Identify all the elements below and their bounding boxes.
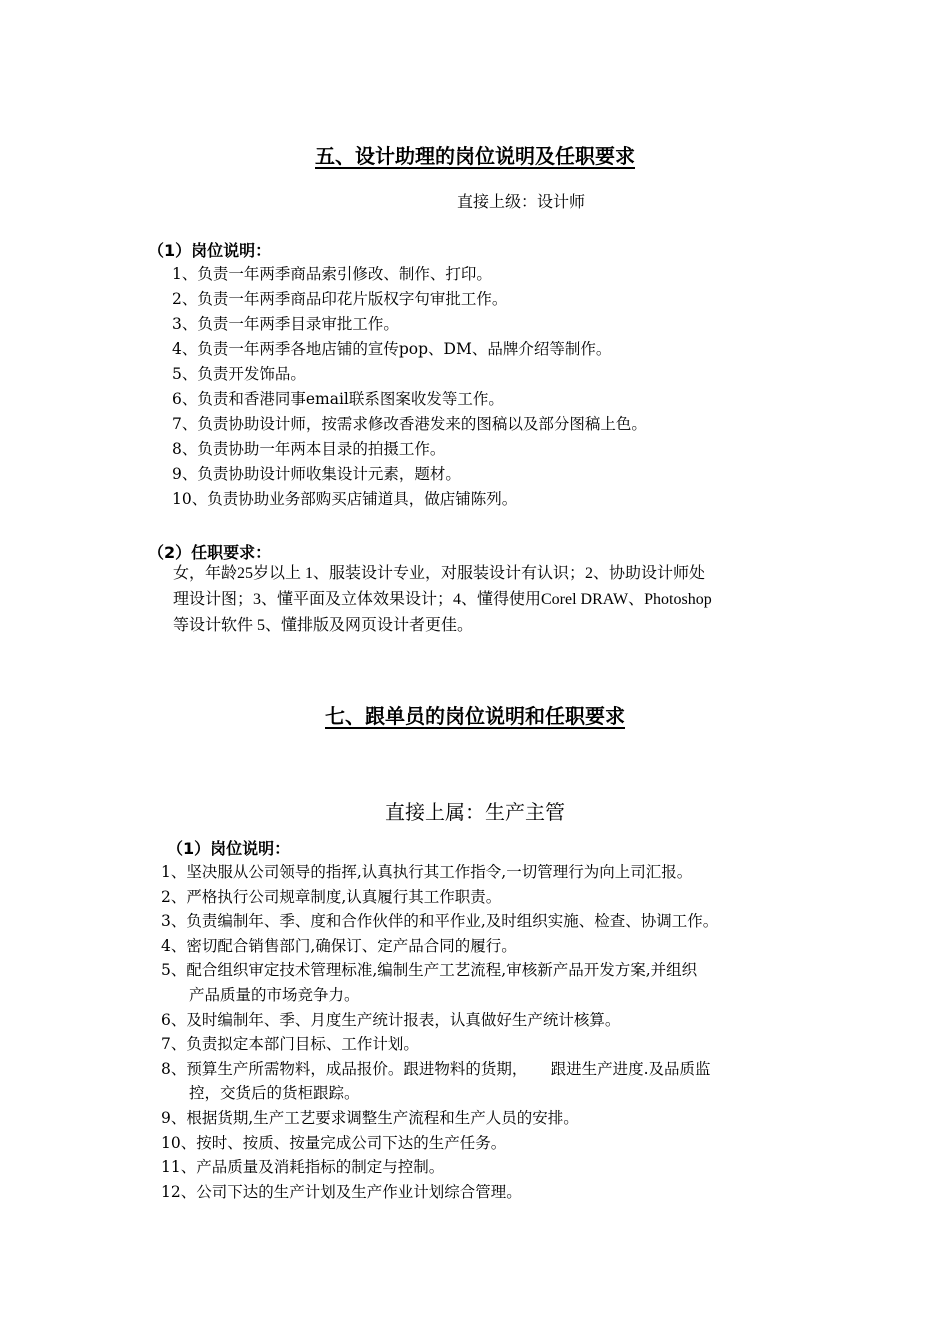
- section7-duties-list: [161, 860, 861, 1204]
- list-item: 9、负责协助设计师收集设计元素，题材。: [172, 465, 461, 483]
- list-item-text: 10、按时、按质、按量完成公司下达的生产任务。: [161, 1133, 507, 1152]
- list-item-text: 4、密切配合销售部门,确保订、定产品合同的履行。: [161, 936, 517, 955]
- list-item: 7、负责协助设计师，按需求修改香港发来的图稿以及部分图稿上色。: [172, 415, 647, 433]
- section5-title: 五、设计助理的岗位说明及任职要求: [315, 144, 635, 168]
- list-item-text: 7、负责拟定本部门目标、工作计划。: [161, 1035, 419, 1054]
- list-item-text: 8、预算生产所需物料，成品报价。跟进物料的货期， 跟进生产进度.及品质监: [161, 1059, 711, 1078]
- list-item: [161, 1032, 861, 1057]
- list-item: [161, 860, 861, 885]
- section7-title: 七、跟单员的岗位说明和任职要求: [325, 704, 625, 728]
- list-item-text: 3、负责编制年、季、度和合作伙伴的和平作业,及时组织实施、检查、协调工作。: [161, 912, 719, 931]
- list-item: [161, 909, 861, 934]
- section5-requirements-label: （2）任职要求：: [148, 543, 272, 562]
- list-item: 3、负责一年两季目录审批工作。: [172, 315, 399, 333]
- section5-requirements: [173, 561, 712, 639]
- list-item-text: 12、公司下达的生产计划及生产作业计划综合管理。: [161, 1182, 522, 1201]
- list-item-continuation: 产品质量的市场竞争力。: [189, 985, 360, 1004]
- list-item: 4、负责一年两季各地店铺的宣传pop、DM、品牌介绍等制作。: [172, 340, 612, 358]
- list-item: [161, 1008, 861, 1033]
- list-item-text: 6、及时编制年、季、月度生产统计报表，认真做好生产统计核算。: [161, 1010, 621, 1029]
- list-item-continuation: 控，交货后的货柜跟踪。: [189, 1084, 360, 1103]
- section7-duties-label: （1）岗位说明：: [167, 839, 291, 858]
- list-item: [161, 934, 861, 959]
- list-item: 6、负责和香港同事email联系图案收发等工作。: [172, 390, 504, 408]
- list-item-text: 9、根据货期,生产工艺要求调整生产流程和生产人员的安排。: [161, 1108, 579, 1127]
- requirements-line: 女，年龄25岁以上 1、服装设计专业，对服装设计有认识；2、协助设计师处: [173, 565, 706, 582]
- section5-duties-label: （1）岗位说明：: [148, 241, 272, 260]
- list-item: [161, 1106, 861, 1131]
- section7-superior: 直接上属：生产主管: [385, 800, 565, 824]
- requirements-line: 理设计图；3、懂平面及立体效果设计；4、懂得使用Corel DRAW、Photoshop: [173, 591, 712, 608]
- list-item: 1、负责一年两季商品索引修改、制作、打印。: [172, 265, 492, 283]
- section5-duties-list: [172, 262, 647, 512]
- list-item-text: 5、配合组织审定技术管理标准,编制生产工艺流程,审核新产品开发方案,并组织: [161, 961, 698, 980]
- list-item: [161, 1131, 861, 1156]
- list-item-text: 1、坚决服从公司领导的指挥,认真执行其工作指令,一切管理行为向上司汇报。: [161, 863, 693, 881]
- list-item-text: 2、严格执行公司规章制度,认真履行其工作职责。: [161, 887, 502, 906]
- list-item: 8、负责协助一年两本目录的拍摄工作。: [172, 440, 446, 458]
- section5-superior: 直接上级：设计师: [456, 192, 585, 211]
- list-item-text: 11、产品质量及消耗指标的制定与控制。: [161, 1158, 445, 1177]
- list-item: [161, 958, 861, 1007]
- list-item: 5、负责开发饰品。: [172, 365, 306, 383]
- requirements-line: 等设计软件 5、懂排版及网页设计者更佳。: [173, 617, 474, 634]
- list-item: [161, 1180, 861, 1205]
- list-item: 10、负责协助业务部购买店铺道具，做店铺陈列。: [172, 490, 518, 508]
- list-item: [161, 1155, 861, 1180]
- list-item: 2、负责一年两季商品印花片版权字句审批工作。: [172, 290, 508, 308]
- list-item: [161, 885, 861, 910]
- list-item: [161, 1057, 861, 1106]
